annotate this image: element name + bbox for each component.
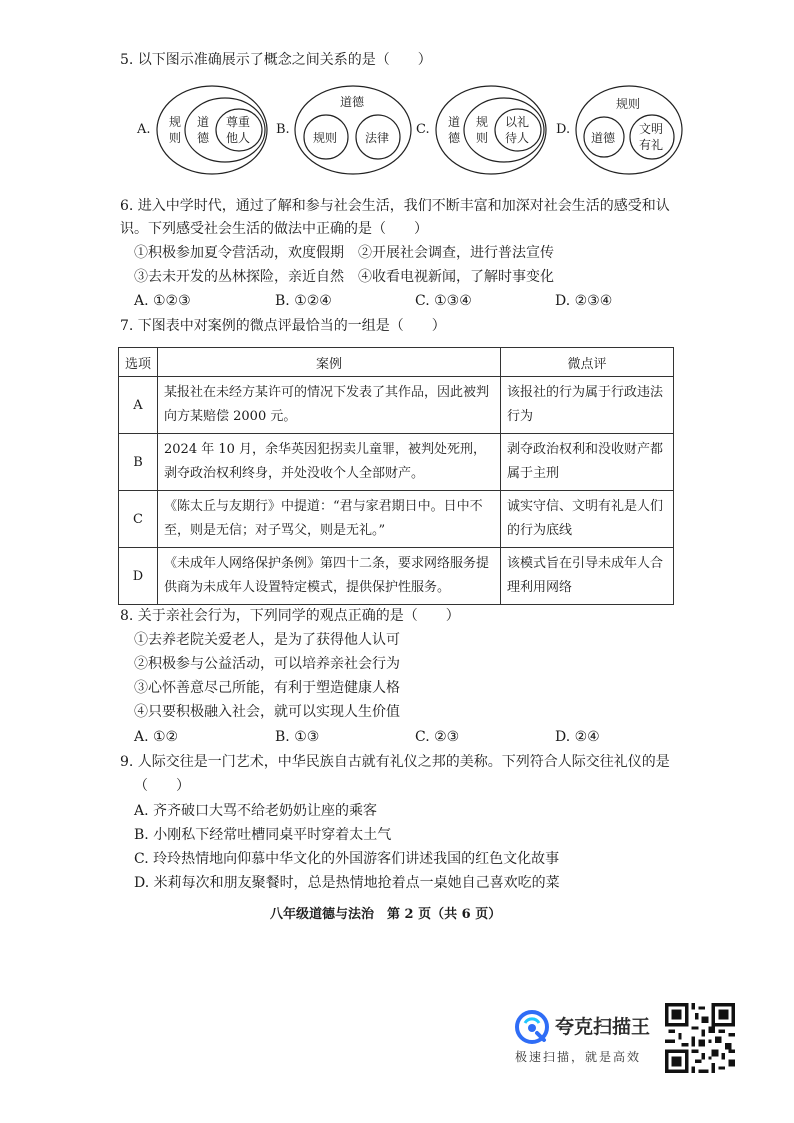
q8-item-2: ②积极参与公益活动，可以培养亲社会行为 bbox=[134, 656, 400, 672]
q8-option-a[interactable]: A. ①② bbox=[134, 729, 179, 745]
table-row bbox=[119, 491, 674, 548]
q6-items-line2: ③去未开发的丛林探险，亲近自然 ④收看电视新闻，了解时事变化 bbox=[134, 269, 554, 285]
q7-row-option: A bbox=[119, 377, 158, 434]
q9-stem-line2: （ ） bbox=[134, 778, 190, 794]
q5-option-c-letter: C. bbox=[416, 122, 430, 137]
q7-row-case: 《未成年人网络保护条例》第四十二条，要求网络服务提供商为未成年人设置特定模式，提供保护性服务。 bbox=[158, 548, 501, 605]
q5-diagram-a bbox=[155, 84, 273, 176]
q6-stem-line2: 识。下列感受社会生活的做法中正确的是（ ） bbox=[120, 221, 428, 237]
q5-a-middle-label: 道 bbox=[197, 115, 210, 129]
q8-option-d[interactable]: D. ②④ bbox=[555, 729, 600, 745]
q9-stem-line1: 9. 人际交往是一门艺术，中华民族自古就有礼仪之邦的美称。下列符合人际交往礼仪的是 bbox=[120, 754, 670, 770]
svg-text:则: 则 bbox=[476, 131, 489, 145]
q5-option-d-letter: D. bbox=[556, 122, 571, 137]
q7-table bbox=[118, 347, 674, 605]
q7-header-row bbox=[119, 348, 674, 377]
q5-a-inner-label: 尊重 bbox=[226, 115, 251, 129]
q5-c-outer-label: 道 bbox=[448, 115, 461, 129]
q9-option-d[interactable]: D. 米莉每次和朋友聚餐时，总是热情地抢着点一桌她自己喜欢吃的菜 bbox=[134, 875, 560, 891]
svg-text:有礼: 有礼 bbox=[639, 138, 664, 152]
q7-row-comment: 该模式旨在引导未成年人合理利用网络 bbox=[501, 548, 674, 605]
q5-option-a-letter: A. bbox=[137, 122, 151, 137]
q8-item-1: ①去养老院关爱老人，是为了获得他人认可 bbox=[134, 632, 400, 648]
q6-option-d[interactable]: D. ②③④ bbox=[555, 293, 613, 309]
q7-row-comment: 诚实守信、文明有礼是人们的行为底线 bbox=[501, 491, 674, 548]
svg-text:则: 则 bbox=[169, 131, 182, 145]
svg-text:他人: 他人 bbox=[226, 131, 251, 145]
q8-option-b[interactable]: B. ①③ bbox=[275, 729, 320, 745]
svg-text:德: 德 bbox=[448, 131, 461, 145]
brand-slogan: 极速扫描，就是高效 bbox=[515, 1050, 642, 1064]
q8-option-c[interactable]: C. ②③ bbox=[415, 729, 460, 745]
scanner-logo-icon bbox=[515, 1010, 549, 1044]
q7-row-case: 《陈太丘与友期行》中提道：“君与家君期日中。日中不至，则是无信；对子骂父，则是无礼。” bbox=[158, 491, 501, 548]
table-row bbox=[119, 434, 674, 491]
svg-text:待人: 待人 bbox=[505, 131, 530, 145]
q7-row-option: D bbox=[119, 548, 158, 605]
q5-stem: 5. 以下图示准确展示了概念之间关系的是（ ） bbox=[120, 52, 432, 68]
q5-b-right-label: 法律 bbox=[365, 131, 390, 145]
table-row bbox=[119, 377, 674, 434]
q5-diagram-b bbox=[293, 84, 415, 176]
q5-b-left-label: 规则 bbox=[313, 131, 338, 145]
q6-option-c[interactable]: C. ①③④ bbox=[415, 293, 472, 309]
q6-stem-line1: 6. 进入中学时代，通过了解和参与社会生活，我们不断丰富和加深对社会生活的感受和认 bbox=[120, 198, 670, 214]
q5-b-outer-label: 道德 bbox=[340, 95, 365, 109]
q8-stem: 8. 关于亲社会行为，下列同学的观点正确的是（ ） bbox=[120, 608, 460, 624]
q6-items-line1: ①积极参加夏令营活动，欢度假期 ②开展社会调查，进行普法宣传 bbox=[134, 245, 554, 261]
q5-a-outer-label: 规 bbox=[169, 115, 182, 129]
q7-row-option: B bbox=[119, 434, 158, 491]
table-row bbox=[119, 548, 674, 605]
q5-d-right-label: 文明 bbox=[639, 122, 664, 136]
q7-row-option: C bbox=[119, 491, 158, 548]
q7-header-comment: 微点评 bbox=[501, 348, 674, 377]
q8-item-4: ④只要积极融入社会，就可以实现人生价值 bbox=[134, 704, 400, 720]
q9-option-a[interactable]: A. 齐齐破口大骂不给老奶奶让座的乘客 bbox=[134, 803, 378, 819]
q7-row-case: 2024 年 10 月，余华英因犯拐卖儿童罪，被判处死刑，剥夺政治权利终身，并处没收个人全部财产。 bbox=[158, 434, 501, 491]
q7-row-comment: 该报社的行为属于行政违法行为 bbox=[501, 377, 674, 434]
q7-row-case: 某报社在未经方某许可的情况下发表了其作品，因此被判向方某赔偿 2000 元。 bbox=[158, 377, 501, 434]
q6-option-a[interactable]: A. ①②③ bbox=[134, 293, 191, 309]
qr-code-icon[interactable] bbox=[665, 1003, 735, 1073]
q9-option-c[interactable]: C. 玲玲热情地向仰慕中华文化的外国游客们讲述我国的红色文化故事 bbox=[134, 851, 560, 867]
q7-row-comment: 剥夺政治权利和没收财产都属于主刑 bbox=[501, 434, 674, 491]
q5-diagram-c bbox=[434, 84, 552, 176]
q5-d-left-label: 道德 bbox=[591, 131, 616, 145]
q9-option-b[interactable]: B. 小刚私下经常吐槽同桌平时穿着太土气 bbox=[134, 827, 392, 843]
q5-c-middle-label: 规 bbox=[476, 115, 489, 129]
q5-option-b-letter: B. bbox=[276, 122, 290, 137]
scanner-brand bbox=[515, 1010, 665, 1070]
q7-stem: 7. 下图表中对案例的微点评最恰当的一组是（ ） bbox=[120, 318, 446, 334]
page-footer: 八年级道德与法治 第 2 页（共 6 页） bbox=[270, 907, 502, 922]
brand-name: 夸克扫描王 bbox=[555, 1016, 651, 1038]
q5-d-outer-label: 规则 bbox=[616, 97, 641, 111]
q8-item-3: ③心怀善意尽己所能，有利于塑造健康人格 bbox=[134, 680, 400, 696]
q5-diagram-d bbox=[574, 84, 684, 176]
q7-header-option: 选项 bbox=[119, 348, 158, 377]
q6-option-b[interactable]: B. ①②④ bbox=[275, 293, 332, 309]
q7-header-case: 案例 bbox=[158, 348, 501, 377]
svg-text:德: 德 bbox=[197, 131, 210, 145]
q5-c-inner-label: 以礼 bbox=[505, 115, 530, 129]
